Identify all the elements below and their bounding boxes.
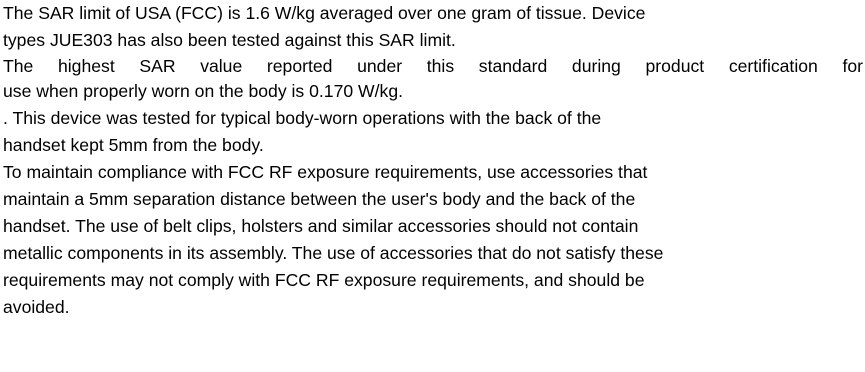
sar-limit-paragraph xyxy=(3,0,863,54)
highest-sar-value-paragraph xyxy=(3,54,863,105)
text-line: . This device was tested for typical body-worn operations with the back of the xyxy=(3,108,602,128)
text-line: To maintain compliance with FCC RF exposure requirements, use accessories that xyxy=(3,162,648,182)
text-line: handset kept 5mm from the body. xyxy=(3,135,264,155)
text-line: maintain a 5mm separation distance between the user's body and the back of the xyxy=(3,189,636,209)
text-line: metallic components in its assembly. The use of accessories that do not satisfy these xyxy=(3,243,664,263)
text-line: The highest SAR value reported under this standard during product certification for xyxy=(3,56,863,76)
body-worn-test-paragraph xyxy=(3,105,863,159)
text-line: types JUE303 has also been tested against this SAR limit. xyxy=(3,30,456,50)
text-line: The SAR limit of USA (FCC) is 1.6 W/kg averaged over one gram of tissue. Device xyxy=(3,3,646,23)
text-line: requirements may not comply with FCC RF exposure requirements, and should be xyxy=(3,270,645,290)
sar-compliance-text xyxy=(3,0,863,321)
text-line: handset. The use of belt clips, holsters and similar accessories should not contain xyxy=(3,216,639,236)
text-line: use when properly worn on the body is 0.170 W/kg. xyxy=(3,81,403,101)
accessory-compliance-paragraph xyxy=(3,159,863,321)
text-line: avoided. xyxy=(3,297,70,317)
